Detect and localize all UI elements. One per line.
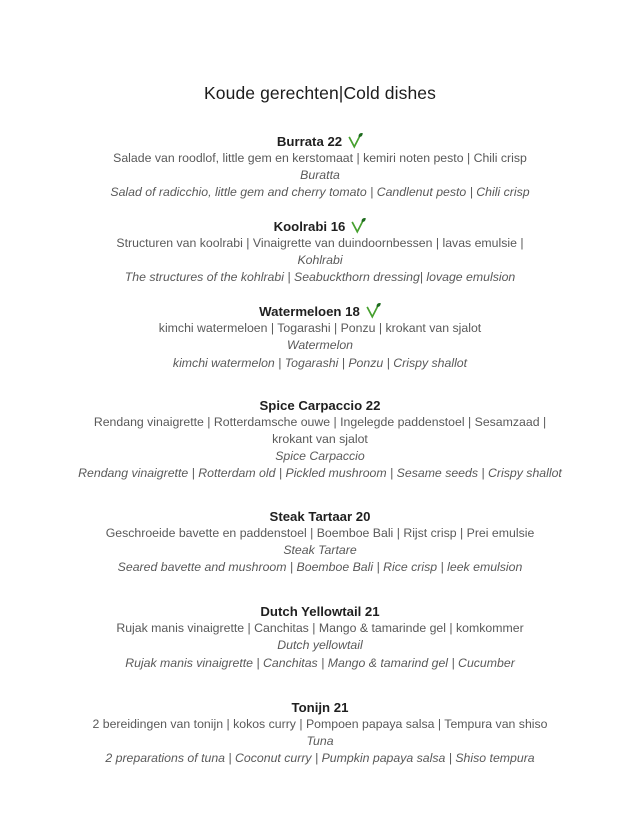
dish-tonijn xyxy=(0,699,640,768)
dish-burrata xyxy=(0,132,640,202)
dish-desc-nl: 2 bereidingen van tonijn | kokos curry | Pompoen papaya salsa | Tempura van shiso xyxy=(92,716,548,731)
dish-name-row xyxy=(0,302,640,320)
dish-desc-en: The structures of the kohlrabi | Seabuckthorn dressing| lovage emulsion xyxy=(124,270,516,285)
dish-desc-en: Rendang vinaigrette | Rotterdam old | Pickled mushroom | Sesame seeds | Crispy shallot xyxy=(78,466,562,481)
dish-spice-carpaccio xyxy=(0,397,640,483)
dish-name-en: Watermelon xyxy=(286,338,354,353)
dish-watermeloen xyxy=(0,302,640,372)
dish-desc-nl: Structuren van koolrabi | Vinaigrette van duindoornbessen | lavas emulsie | xyxy=(116,235,524,250)
vegetarian-icon xyxy=(347,132,363,149)
dish-name-row xyxy=(0,217,640,235)
dish-name-en: Tuna xyxy=(306,734,334,749)
dish-koolrabi xyxy=(0,217,640,287)
dish-name-en: Spice Carpaccio xyxy=(275,449,365,464)
dish-desc-nl: Geschroeide bavette en paddenstoel | Boemboe Bali | Rijst crisp | Prei emulsie xyxy=(105,525,535,540)
dish-desc-nl: kimchi watermeloen | Togarashi | Ponzu | krokant van sjalot xyxy=(158,321,482,336)
dish-name-row xyxy=(0,397,640,414)
dish-desc-en: kimchi watermelon | Togarashi | Ponzu | Crispy shallot xyxy=(172,355,468,370)
dish-name-en: Buratta xyxy=(300,168,340,183)
dish-desc-nl: krokant van sjalot xyxy=(272,432,368,447)
dish-name: Tonijn 21 xyxy=(291,699,349,715)
dish-steak-tartaar xyxy=(0,508,640,577)
dish-dutch-yellowtail xyxy=(0,603,640,672)
dish-desc-en: Rujak manis vinaigrette | Canchitas | Mango & tamarind gel | Cucumber xyxy=(125,655,515,670)
dish-name-row xyxy=(0,508,640,525)
dish-desc-en: 2 preparations of tuna | Coconut curry | Pumpkin papaya salsa | Shiso tempura xyxy=(105,751,535,766)
dish-name: Steak Tartaar 20 xyxy=(269,508,371,524)
dish-name: Burrata 22 xyxy=(276,134,343,149)
dish-desc-nl: Rujak manis vinaigrette | Canchitas | Mango & tamarinde gel | komkommer xyxy=(116,621,524,636)
dish-name-en: Dutch yellowtail xyxy=(277,638,363,653)
dish-desc-en: Seared bavette and mushroom | Boemboe Bali | Rice crisp | leek emulsion xyxy=(117,560,523,575)
dish-name: Koolrabi 16 xyxy=(273,218,346,234)
dish-name-row xyxy=(0,603,640,620)
dish-name-en: Kohlrabi xyxy=(297,252,343,267)
dish-name-row xyxy=(0,699,640,716)
dish-name: Spice Carpaccio 22 xyxy=(259,397,381,413)
dish-name: Watermeloen 18 xyxy=(259,304,360,320)
dish-desc-nl: Salade van roodlof, little gem en kerstomaat | kemiri noten pesto | Chili crisp xyxy=(113,151,527,165)
page-title: Koude gerechten|Cold dishes xyxy=(204,83,436,103)
dish-name-row xyxy=(0,132,640,150)
vegetarian-icon xyxy=(350,217,366,234)
dish-desc-en: Salad of radicchio, little gem and cherry tomato | Candlenut pesto | Chili crisp xyxy=(110,185,530,200)
dish-desc-nl: Rendang vinaigrette | Rotterdamsche ouwe | Ingelegde paddenstoel | Sesamzaad | xyxy=(93,414,547,429)
dish-name: Dutch Yellowtail 21 xyxy=(260,604,380,620)
dish-name-en: Steak Tartare xyxy=(283,542,357,557)
vegetarian-icon xyxy=(365,302,381,319)
